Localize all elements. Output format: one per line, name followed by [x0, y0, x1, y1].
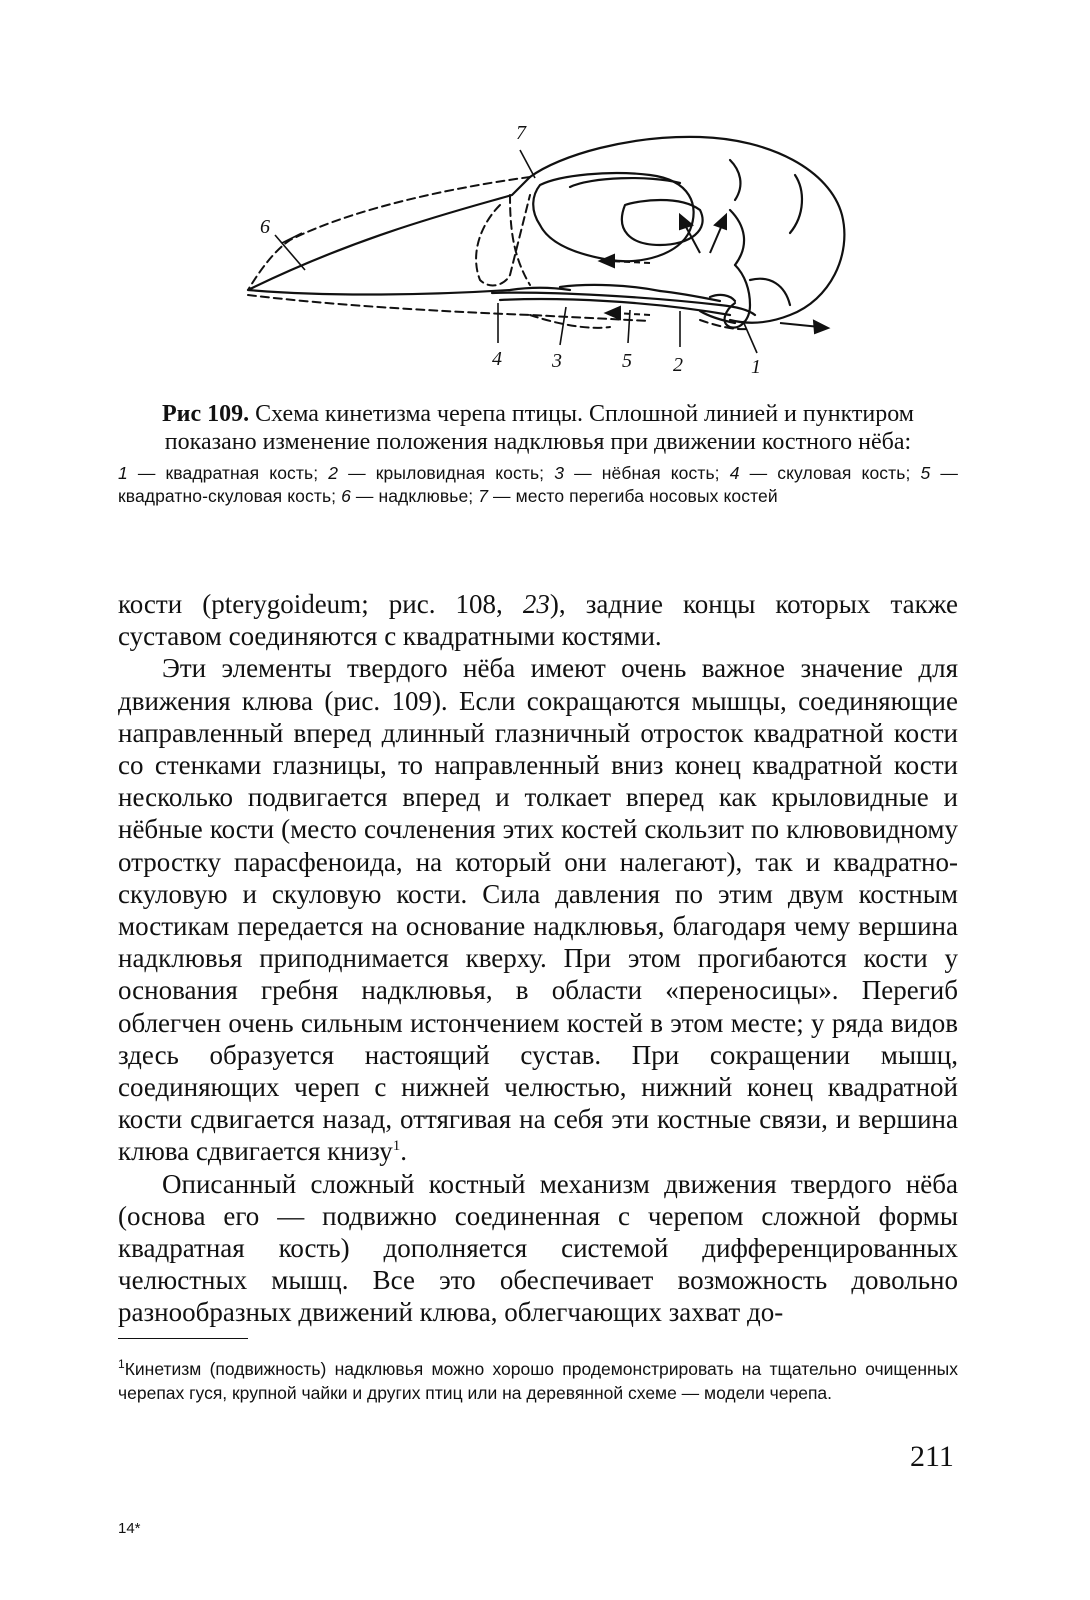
skull-kinetism-figure [230, 115, 870, 385]
footnote-mark: 1 [118, 1357, 125, 1372]
legend-num: 2 [328, 463, 339, 483]
figure-caption [118, 400, 958, 508]
figure-label-3: 3 [552, 350, 562, 372]
footnote-reference: 1 [392, 1138, 401, 1155]
paragraph-text: кости (pterygoideum; рис. 108, [118, 589, 523, 619]
legend-text: — квадратная кость; [127, 463, 329, 483]
paragraph-text: Описанный сложный костный механизм движения твердого нёба (основа его — подвижно соединенная с черепом сложной формы квадратная кость) дополняется системой дифференцированных челюстных мышц. Все это обеспечивает возможность довольно разнообразных движений клюва, облегчающих захват до- [118, 1168, 958, 1328]
legend-text: — место перегиба носовых костей [488, 486, 778, 506]
figure-reference: 23 [522, 589, 550, 619]
paragraph-2 [118, 652, 958, 1167]
caption-legend [118, 462, 958, 508]
footnote-divider [118, 1338, 248, 1339]
beak-dashed-outline [248, 177, 530, 290]
legend-text: — квадратно-скуловая кость; [118, 463, 958, 506]
legend-num: 4 [729, 463, 740, 483]
legend-num: 5 [920, 463, 931, 483]
figure-label-6: 6 [260, 216, 270, 238]
legend-text: — скуловая кость; [739, 463, 921, 483]
figure-label-1: 1 [751, 356, 761, 378]
body-text [118, 588, 958, 1329]
legend-num: 6 [341, 486, 351, 506]
paragraph-text: ), задние концы которых также суставом соединяются с квадратными костями. [118, 589, 958, 652]
paragraph-text: Эти элементы твердого нёба имеют очень важное значение для движения клюва (рис. 109). Если сокращаются мышцы, соединяющие направленный вперед длинный глазничный отросток квадратной кости со стенками глазницы, то направленный вниз конец квадратной кости несколько подвигается вперед и толкает вперед как крыловидные и нёбные кости (место сочленения этих костей скользит по клювовидному отростку парасфеноида, на который они налегают), так и квадратно-скуловую и скуловую кости. Сила давления по этим двум костным мостикам передается на основание надклювья, благодаря чему вершина надклювья приподнимается кверху. При этом прогибаются кости у основания гребня надклювья, в области «переносицы». Перегиб облегчен очень сильным истончением костей в этом месте; у ряда видов здесь образуется настоящий сустав. При сокращении мышц, соединяющих череп с нижней челюстью, нижний конец квадратной кости сдвигается назад, оттягивая на себя эти костные связи, и вершина клюва сдвигается книзу [118, 653, 958, 1167]
caption-label: Рис 109. [162, 401, 250, 427]
legend-num: 1 [118, 463, 128, 483]
paragraph-text: . [400, 1136, 407, 1167]
legend-text: — надклювье; [350, 486, 479, 506]
page-number: 211 [910, 1440, 954, 1473]
footnote [118, 1357, 958, 1405]
paragraph-3 [118, 1168, 958, 1329]
caption-title [118, 400, 958, 456]
paragraph-1 [118, 588, 958, 652]
footnote-text: Кинетизм (подвижность) надклювья можно хорошо продемонстрировать на тщательно очищенных черепах гуся, крупной чайки и других птиц или на деревянной схеме — модели черепа. [118, 1359, 958, 1403]
printer-signature: 14* [118, 1520, 141, 1537]
figure-label-7: 7 [516, 122, 526, 144]
legend-text: — нёбная кость; [564, 463, 730, 483]
figure-label-4: 4 [492, 348, 502, 370]
legend-num: 3 [554, 463, 565, 483]
legend-text: — крыловидная кость; [338, 463, 555, 483]
legend-num: 7 [478, 486, 489, 506]
caption-text: Схема кинетизма черепа птицы. Сплошной линией и пунктиром показано изменение положения надклювья при движении костного нёба: [164, 401, 914, 455]
bird-skull-diagram [230, 115, 870, 385]
figure-label-2: 2 [673, 354, 683, 376]
figure-label-5: 5 [622, 350, 632, 372]
